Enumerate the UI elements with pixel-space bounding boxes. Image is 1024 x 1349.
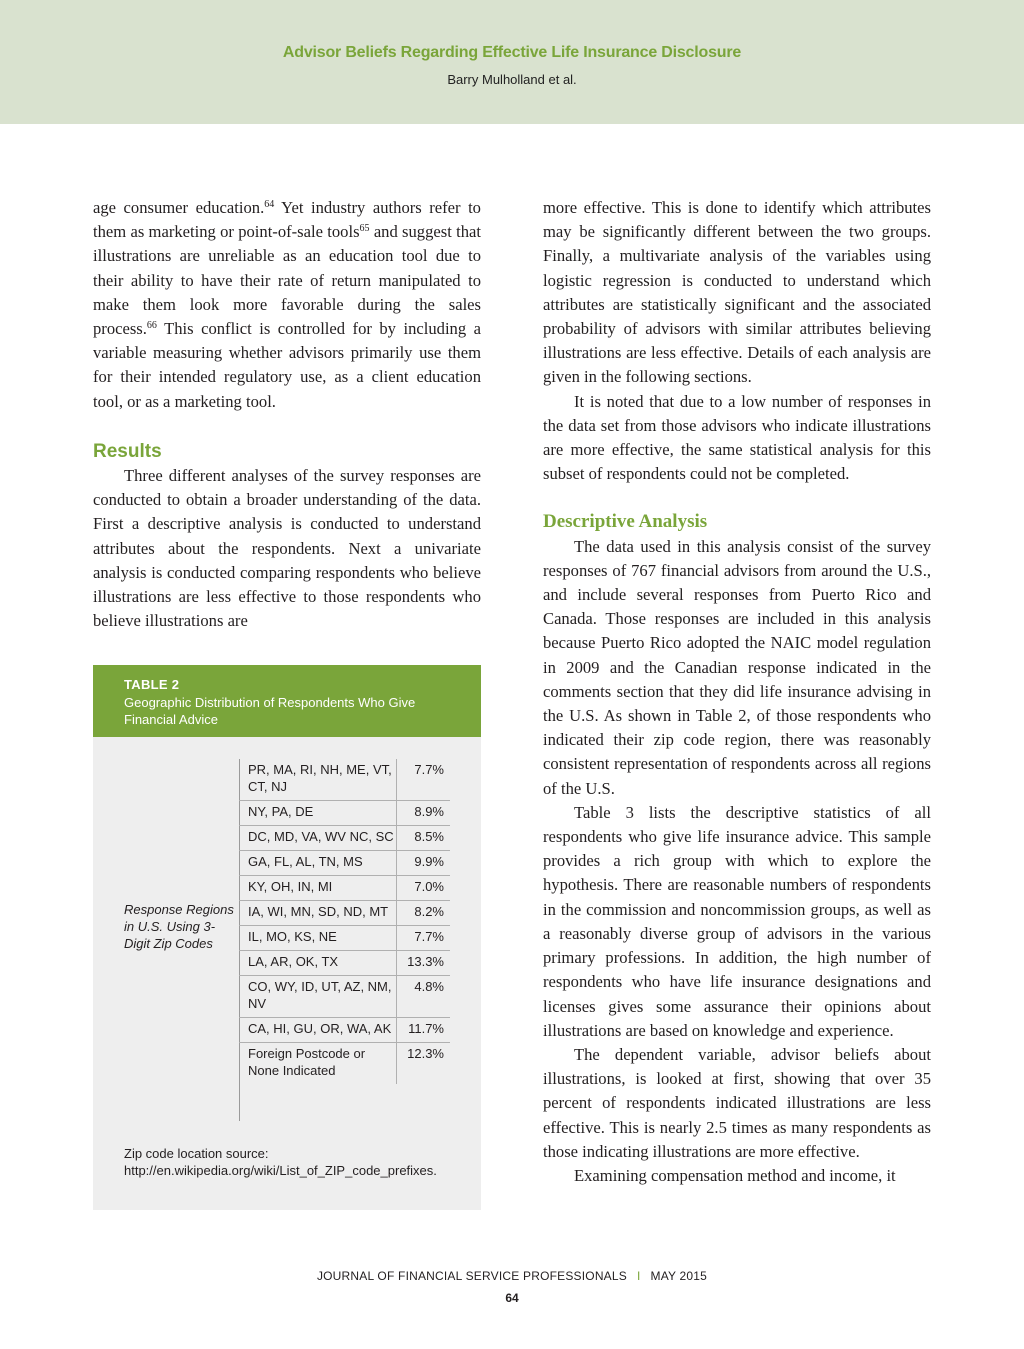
table-2 <box>93 665 481 1210</box>
region-cell: DC, MD, VA, WV NC, SC <box>239 826 397 850</box>
table-row <box>239 976 450 1018</box>
table-caption: Geographic Distribution of Respondents Who Give Financial Advice <box>124 695 416 727</box>
article-author: Barry Mulholland et al. <box>447 72 577 87</box>
journal-name: JOURNAL OF FINANCIAL SERVICE PROFESSIONALS <box>316 1269 627 1283</box>
region-cell: IA, WI, MN, SD, ND, MT <box>239 901 397 925</box>
region-cell: IL, MO, KS, NE <box>239 926 397 950</box>
page-footer <box>0 1269 1024 1283</box>
percent-cell: 8.9% <box>414 804 444 819</box>
percent-cell: 12.3% <box>407 1046 444 1061</box>
left-column <box>93 196 481 633</box>
body-paragraph: It is noted that due to a low number of responses in the data set from those advisors who indicate illustrations are more effective, the same statistical analysis for this subset of respondents could not be completed. <box>543 391 931 484</box>
percent-cell: 8.5% <box>414 829 444 844</box>
table-source-note: Zip code location source: http://en.wikipedia.org/wiki/List_of_ZIP_code_prefixes. <box>124 1146 437 1178</box>
table-stub-label: Response Regions in U.S. Using 3-Digit Zip Codes <box>124 902 234 951</box>
percent-cell: 7.7% <box>414 762 444 777</box>
region-cell: PR, MA, RI, NH, ME, VT, CT, NJ <box>239 759 397 800</box>
section-heading-results: Results <box>93 440 162 462</box>
region-cell: KY, OH, IN, MI <box>239 876 397 900</box>
table-row <box>239 951 450 976</box>
issue-date: MAY 2015 <box>650 1269 708 1283</box>
footer-separator: I <box>636 1269 641 1283</box>
article-title: Advisor Beliefs Regarding Effective Life Insurance Disclosure <box>282 44 742 61</box>
table-row <box>239 759 450 801</box>
region-cell: NY, PA, DE <box>239 801 397 825</box>
body-paragraph: age consumer education.$^{64}$ Yet industry authors refer to them as marketing or point-of-sale tools$^{65}$ and suggest that illustrations are unreliable as an education tool due to their ability to have their rate of return manipulated to make them look more favorable during the sales process.$^{66}$ This conflict is controlled for by including a variable measuring whether advisors primarily use them for their intended regulatory use, as a client education tool, or as a marketing tool. <box>93 198 481 411</box>
body-paragraph: The dependent variable, advisor beliefs about illustrations, is looked at first, showing that over 35 percent of respondents indicated illustrations are less effective. This is nearly 2.5 times as many respondents as those indicating illustrations are more effective. <box>543 1044 931 1161</box>
table-header <box>93 665 481 737</box>
table-row <box>239 901 450 926</box>
running-header <box>0 0 1024 124</box>
region-cell: CO, WY, ID, UT, AZ, NM, NV <box>239 976 397 1017</box>
footnote-ref[interactable]: 65 <box>359 223 370 235</box>
table-row <box>239 801 450 826</box>
percent-cell: 7.7% <box>414 929 444 944</box>
table-body <box>239 759 450 1084</box>
table-label: TABLE 2 <box>124 677 180 692</box>
percent-cell: 11.7% <box>408 1021 444 1036</box>
region-cell: CA, HI, GU, OR, WA, AK <box>239 1018 397 1042</box>
body-paragraph: Three different analyses of the survey responses are conducted to obtain a broader understanding of the data. First a descriptive analysis is conducted to understand attributes about the respondents. Next a univariate analysis is conducted comparing respondents who believe illustrations are less effective to those respondents who believe illustrations are <box>93 466 481 631</box>
page-number: 64 <box>505 1291 519 1305</box>
footnote-ref[interactable]: 64 <box>264 199 275 210</box>
table-row <box>239 926 450 951</box>
percent-cell: 8.2% <box>414 904 444 919</box>
table-row <box>239 826 450 851</box>
region-cell: LA, AR, OK, TX <box>239 951 397 975</box>
table-row <box>239 876 450 901</box>
section-heading-descriptive-analysis: Descriptive Analysis <box>543 511 708 533</box>
footnote-ref[interactable]: 66 <box>146 320 157 332</box>
body-paragraph: Table 3 lists the descriptive statistics of all respondents who give life insurance advice. This sample provides a rich group with which to explore the hypothesis. There are reasonable numbers of respondents in the commission and noncommission groups, as well as a reasonably diverse group of advisors in the various primary professions. In addition, the high number of respondents who have life insurance designations and licenses gives some assurance their opinions about illustrations are based on knowledge and experience. <box>543 802 931 1040</box>
right-column <box>543 196 931 1188</box>
body-paragraph: The data used in this analysis consist of the survey responses of 767 financial advisors from around the U.S., and include several responses from Puerto Rico and Canada. Those responses are included in this analysis because Puerto Rico adopted the NAIC model regulation in 2009 and the Canadian response indicated in the comments section that they did life insurance advising in the U.S. As shown in Table 2, of those respondents who indicated their zip code region, there was reasonably consistent representation of respondents across all regions of the U.S. <box>543 536 931 798</box>
percent-cell: 9.9% <box>414 854 444 869</box>
table-row <box>239 1043 450 1084</box>
table-row <box>239 851 450 876</box>
table-row <box>239 1018 450 1043</box>
percent-cell: 13.3% <box>407 954 444 969</box>
body-paragraph: Examining compensation method and income, it <box>574 1165 896 1185</box>
region-cell: GA, FL, AL, TN, MS <box>239 851 397 875</box>
body-paragraph: more effective. This is done to identify which attributes may be significantly different between the two groups. Finally, a multivariate analysis of the variables using logistic regression is conducted to understand which attributes are statistically significant and the associated probability of advisors with similar attributes believing illustrations are less effective. Details of each analysis are given in the following sections. <box>543 198 931 387</box>
percent-cell: 4.8% <box>414 979 444 994</box>
percent-cell: 7.0% <box>414 879 444 894</box>
region-cell: Foreign Postcode or None Indicated <box>239 1043 397 1084</box>
